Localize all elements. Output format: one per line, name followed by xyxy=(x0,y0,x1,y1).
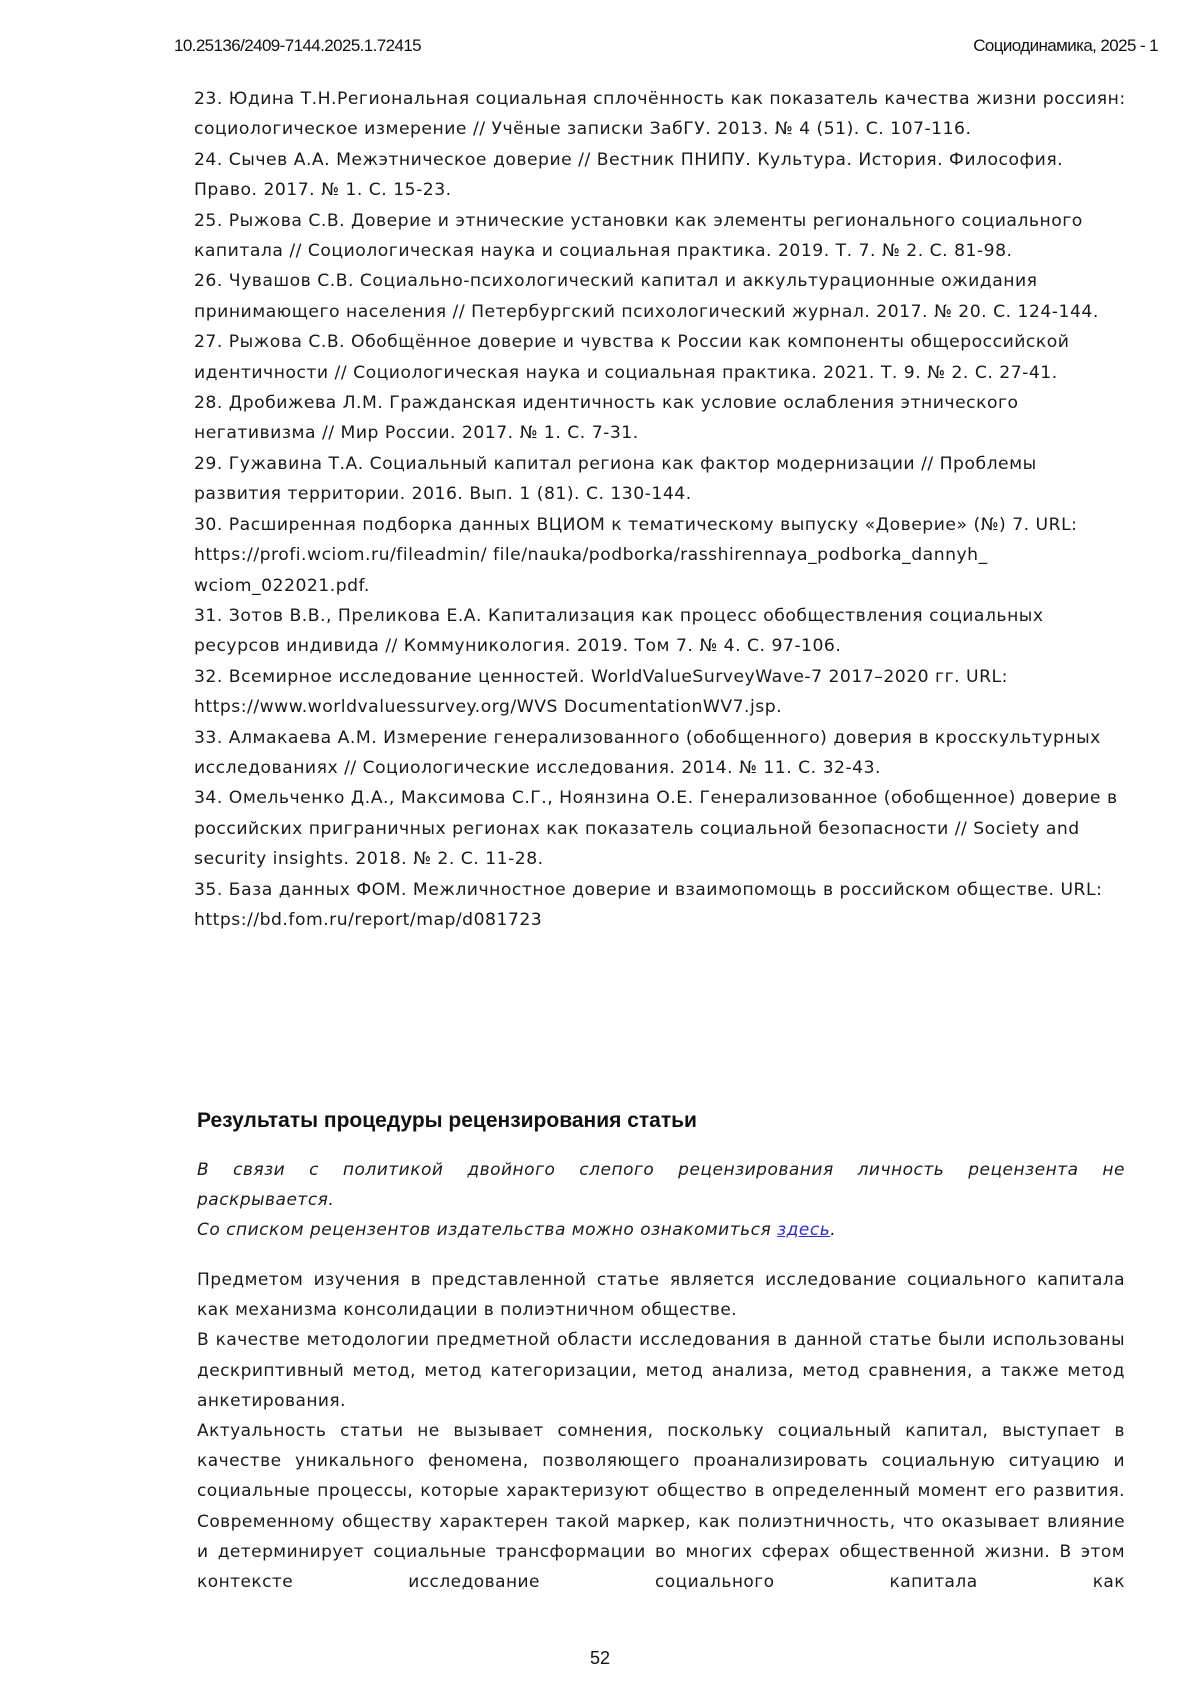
journal-issue-label: Социодинамика, 2025 - 1 xyxy=(973,36,1158,56)
reference-item: 32. Всемирное исследование ценностей. WorldValueSurveyWave-7 2017–2020 гг. URL: https://www.worldvaluessurvey.org/WVS DocumentationWV7.jsp. xyxy=(194,662,1126,723)
review-paragraph: В качестве методологии предметной области исследования в данной статье были использованы дескриптивный метод, метод категоризации, метод анализа, метод сравнения, а также метод анкетирования. xyxy=(197,1325,1125,1416)
doi-label: 10.25136/2409-7144.2025.1.72415 xyxy=(174,36,421,56)
reference-item: 27. Рыжова С.В. Обобщённое доверие и чувства к России как компоненты общероссийской идентичности // Социологическая наука и социальная практика. 2021. Т. 9. № 2. С. 27-41. xyxy=(194,327,1126,388)
notice-suffix: . xyxy=(830,1220,836,1240)
notice-prefix: Со списком рецензентов издательства можно ознакомиться xyxy=(197,1220,777,1240)
reference-item: 33. Алмакаева А.М. Измерение генерализованного (обобщенного) доверия в кросскультурных исследованиях // Социологические исследования. 2014. № 11. С. 32-43. xyxy=(194,723,1126,784)
blind-review-notice: В связи с политикой двойного слепого рецензирования личность рецензента не раскрывается. xyxy=(197,1155,1125,1215)
review-paragraph: Актуальность статьи не вызывает сомнения, поскольку социальный капитал, выступает в качестве уникального феномена, позволяющего проанализировать социальную ситуацию и социальные процессы, которые характеризуют общество в определенный момент его развития. Современному обществу характерен такой маркер, как полиэтничность, что оказывает влияние и детерминирует социальные трансформации во многих сферах общественной жизни. В этом контексте исследование социального капитала как xyxy=(197,1416,1125,1597)
page-header xyxy=(174,36,1158,60)
reference-item: 34. Омельченко Д.А., Максимова С.Г., Ноянзина О.Е. Генерализованное (обобщенное) доверие в российских приграничных регионах как показатель социальной безопасности // Society and security insights. 2018. № 2. С. 11-28. xyxy=(194,783,1126,874)
reference-item: 31. Зотов В.В., Преликова Е.А. Капитализация как процесс обобществления социальных ресурсов индивида // Коммуникология. 2019. Том 7. № 4. С. 97-106. xyxy=(194,601,1126,662)
reference-item: 25. Рыжова С.В. Доверие и этнические установки как элементы регионального социального капитала // Социологическая наука и социальная практика. 2019. Т. 7. № 2. С. 81-98. xyxy=(194,206,1126,267)
reviewers-list-notice xyxy=(197,1215,1125,1245)
reference-list xyxy=(194,84,1126,935)
reference-item: 35. База данных ФОМ. Межличностное доверие и взаимопомощь в российском обществе. URL: https://bd.fom.ru/report/map/d081723 xyxy=(194,875,1126,936)
reference-item: 28. Дробижева Л.М. Гражданская идентичность как условие ослабления этнического негативизма // Мир России. 2017. № 1. С. 7-31. xyxy=(194,388,1126,449)
reference-item: 29. Гужавина Т.А. Социальный капитал региона как фактор модернизации // Проблемы развития территории. 2016. Вып. 1 (81). С. 130-144. xyxy=(194,449,1126,510)
reference-item: 24. Сычев А.А. Межэтническое доверие // Вестник ПНИПУ. Культура. История. Философия. Право. 2017. № 1. С. 15-23. xyxy=(194,145,1126,206)
review-paragraph: Предметом изучения в представленной статье является исследование социального капитала как механизма консолидации в полиэтничном обществе. xyxy=(197,1265,1125,1325)
reference-item: 26. Чувашов С.В. Социально-психологический капитал и аккультурационные ожидания принимающего населения // Петербургский психологический журнал. 2017. № 20. С. 124-144. xyxy=(194,266,1126,327)
review-notice xyxy=(197,1155,1125,1245)
page-number: 52 xyxy=(0,1648,1200,1669)
review-body xyxy=(197,1265,1125,1597)
section-title: Результаты процедуры рецензирования статьи xyxy=(197,1109,1125,1133)
reviewers-list-link[interactable]: здесь xyxy=(777,1220,830,1240)
reference-item: 30. Расширенная подборка данных ВЦИОМ к тематическому выпуску «Доверие» (№) 7. URL: https://profi.wciom.ru/fileadmin/ file/nauka/podborka/rasshirennaya_podborka_dannyh_ wciom_022021.pdf. xyxy=(194,510,1126,601)
review-results-section xyxy=(197,1109,1125,1597)
reference-item: 23. Юдина Т.Н.Региональная социальная сплочённость как показатель качества жизни россиян: социологическое измерение // Учёные записки ЗабГУ. 2013. № 4 (51). С. 107-116. xyxy=(194,84,1126,145)
